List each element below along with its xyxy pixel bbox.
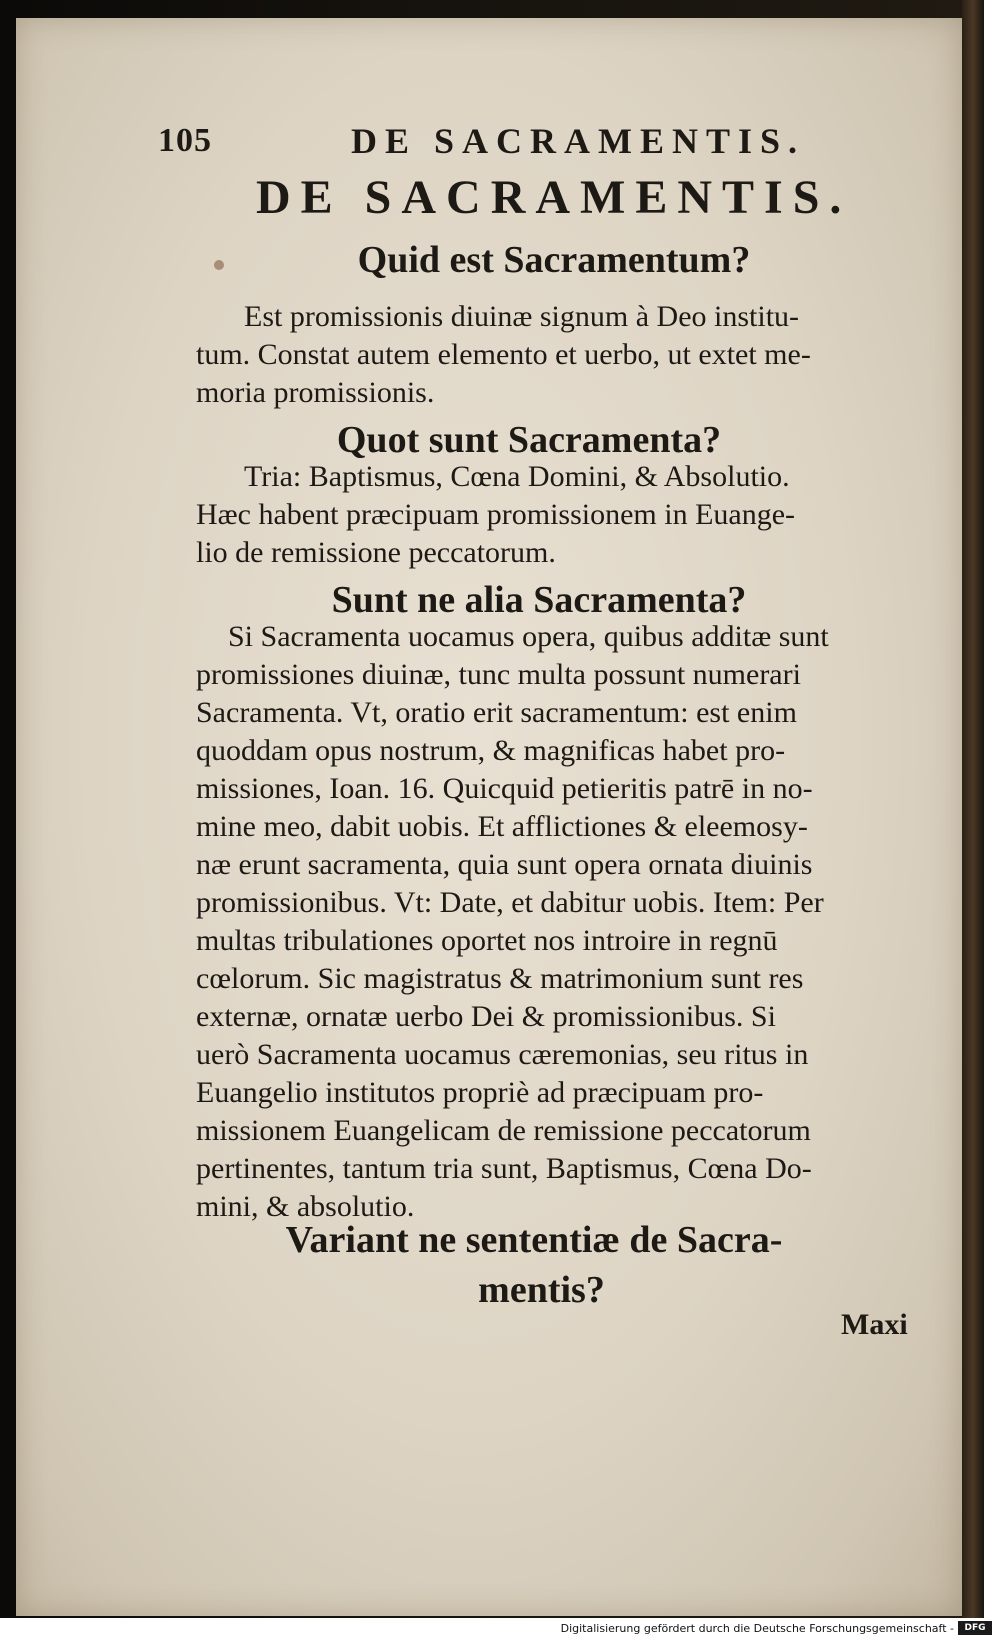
text-line: næ erunt sacramenta, quia sunt opera ornata diuinis [196, 848, 813, 881]
text-line: mini, & absolutio. [196, 1190, 415, 1223]
question-heading-3: Sunt ne alia Sacramenta? [331, 579, 747, 621]
text-line: mine meo, dabit uobis. Et afflictiones & eleemosy- [196, 810, 808, 843]
funding-credit: Digitalisierung gefördert durch die Deutsche Forschungsgemeinschaft - [560, 1622, 954, 1635]
running-title: DE SACRAMENTIS. [351, 121, 806, 161]
text-line: promissionibus. Vt: Date, et dabitur uobis. Item: Per [196, 886, 824, 919]
text-line: missionem Euangelicam de remissione peccatorum [196, 1114, 811, 1147]
text-line: multas tribulationes oportet nos introire in regnū [196, 924, 778, 957]
text-line: missiones, Ioan. 16. Quicquid petieritis patrē in no- [196, 772, 813, 805]
page-text-area [16, 18, 962, 1616]
text-line: moria promissionis. [196, 376, 435, 409]
book-spine [962, 0, 984, 1618]
text-line: Hæc habent præcipuam promissionem in Euange- [196, 498, 796, 531]
dfg-logo: DFG [958, 1621, 992, 1635]
text-line: Euangelio institutos propriè ad præcipuam pro- [196, 1076, 764, 1109]
text-line: externæ, ornatæ uerbo Dei & promissionibus. Si [196, 1000, 776, 1033]
text-line: cœlorum. Sic magistratus & matrimonium sunt res [196, 962, 804, 995]
running-head [16, 114, 962, 162]
question-heading-4: Variant ne sententiæ de Sacra- [285, 1219, 783, 1261]
book-page [16, 18, 962, 1616]
catchword: Maxi [841, 1308, 908, 1341]
text-line: Tria: Baptismus, Cœna Domini, & Absolutio. [244, 460, 790, 493]
text-line: pertinentes, tantum tria sunt, Baptismus, Cœna Do- [196, 1152, 812, 1185]
text-line: uerò Sacramenta uocamus cæremonias, seu ritus in [196, 1038, 809, 1071]
text-line: Est promissionis diuinæ signum à Deo institu- [244, 300, 800, 333]
text-line: Si Sacramenta uocamus opera, quibus additæ sunt [228, 620, 829, 653]
page-number: 105 [158, 122, 212, 159]
chapter-title: DE SACRAMENTIS. [256, 171, 852, 224]
text-line: tum. Constat autem elemento et uerbo, ut extet me- [196, 338, 811, 371]
text-line: quoddam opus nostrum, & magnificas habet pro- [196, 734, 786, 767]
text-line: Sacramenta. Vt, oratio erit sacramentum: est enim [196, 696, 797, 729]
question-heading-2: Quot sunt Sacramenta? [336, 419, 722, 461]
question-heading-4-cont: mentis? [478, 1269, 605, 1311]
text-line: promissiones diuinæ, tunc multa possunt numerari [196, 658, 801, 691]
text-line: lio de remissione peccatorum. [196, 536, 556, 569]
question-heading-1: Quid est Sacramentum? [357, 239, 751, 281]
